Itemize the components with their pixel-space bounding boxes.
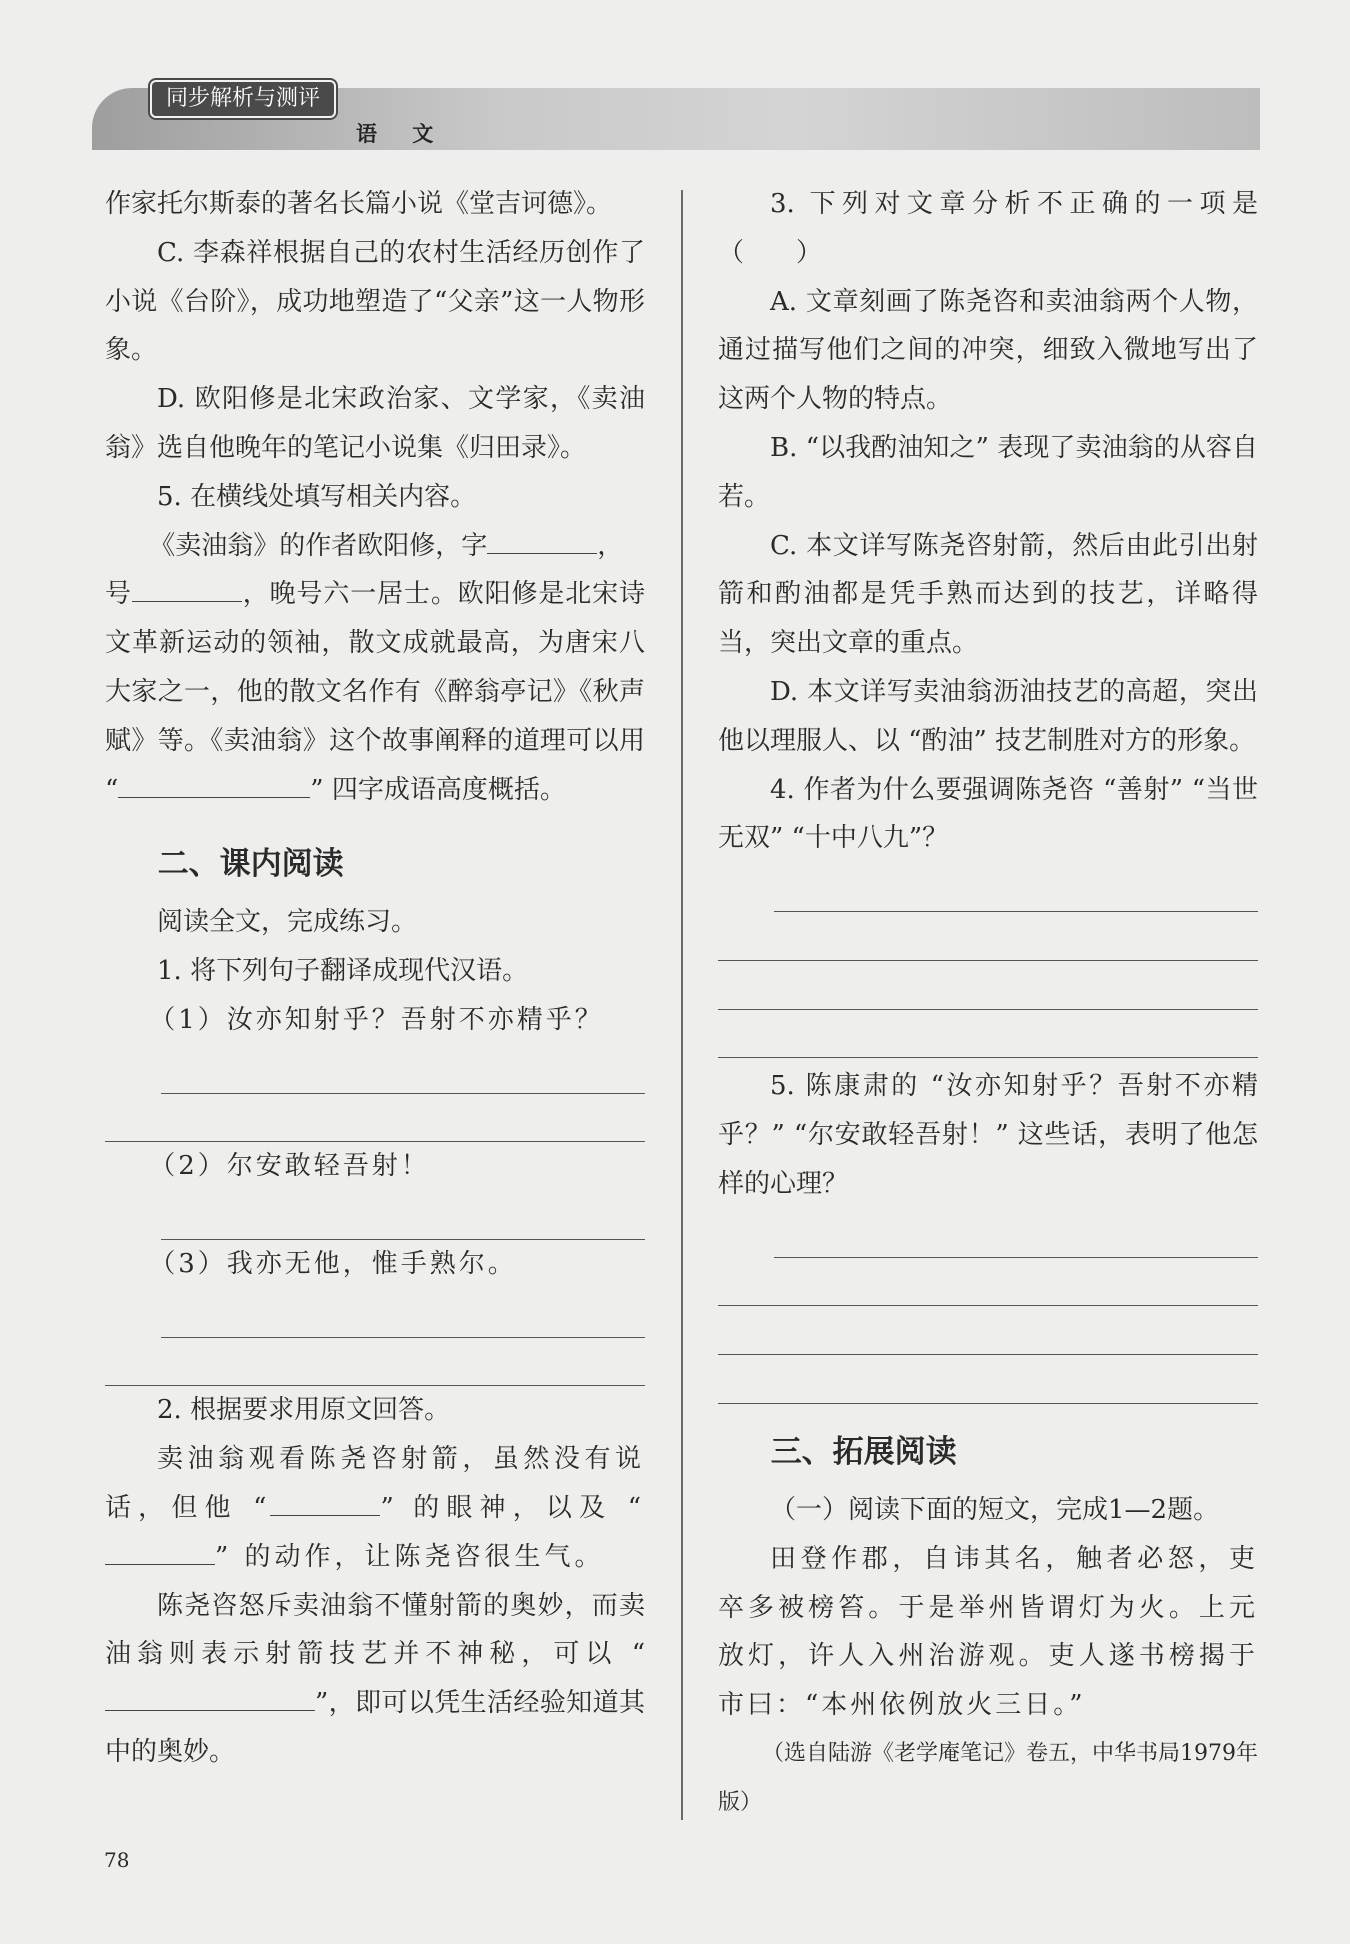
section-heading: 三、拓展阅读 <box>770 1433 957 1470</box>
option-c: C. 李森祥根据自己的农村生活经历创作了小说《台阶》，成功地塑造了“父亲”这一人物形象。 <box>105 237 645 366</box>
answer-line[interactable] <box>161 1045 645 1094</box>
reading-passage: 田登作郡，自讳其名，触者必怒，吏卒多被榜笞。于是举州皆谓灯为火。上元放灯，许人入州治游观。吏人遂书榜揭于市曰：“本州依例放火三日。” <box>718 1543 1258 1721</box>
section-heading: 二、课内阅读 <box>157 846 344 883</box>
question-2: 2. 根据要求用原文回答。 <box>157 1395 451 1426</box>
subject-label: 语 文 <box>356 122 448 146</box>
answer-line[interactable] <box>718 961 1258 1010</box>
question-1-1: （1）汝亦知射乎？吾射不亦精乎？ <box>149 1004 604 1035</box>
question-5: 5. 在横线处填写相关内容。 <box>157 481 477 512</box>
answer-line[interactable] <box>718 1258 1258 1307</box>
question-1-2: （2）尔安敢轻吾射！ <box>149 1151 430 1182</box>
answer-line[interactable] <box>718 1306 1258 1355</box>
passage-source: （选自陆游《老学庵笔记》卷五，中华书局1979年版） <box>718 1740 1258 1815</box>
answer-line[interactable] <box>105 1094 645 1143</box>
fill-blank[interactable] <box>105 1534 215 1565</box>
option-d: D. 本文详写卖油翁沥油技艺的高超，突出他以理服人、以 “酌油” 技艺制胜对方的形象。 <box>718 676 1258 756</box>
answer-line[interactable] <box>774 863 1258 912</box>
question-4: 4. 作者为什么要强调陈尧咨 “善射” “当世无双” “十中八九”？ <box>718 774 1258 854</box>
answer-line[interactable] <box>718 1355 1258 1404</box>
left-column <box>105 180 645 1777</box>
answer-line[interactable] <box>161 1289 645 1338</box>
page-number: 78 <box>104 1848 130 1872</box>
answer-line[interactable] <box>774 1209 1258 1258</box>
fill-blank[interactable] <box>487 523 597 554</box>
answer-line[interactable] <box>718 912 1258 961</box>
question-5-body: 《卖油翁》的作者欧阳修，字 ， 号 ，晚号六一居士。欧阳修是北宋诗文革新运动的领袖，散文成就最高，为唐宋八大家之一，他的散文名作有《醉翁亭记》《秋声赋》等。《卖油翁》这个故事阐释的道理可以用 “ ” 四字成语高度概括。 <box>105 522 645 815</box>
fill-blank[interactable] <box>118 767 310 798</box>
text-line: 作家托尔斯泰的著名长篇小说《堂吉诃德》。 <box>105 189 613 219</box>
question-5: 5. 陈康肃的 “汝亦知射乎？吾射不亦精乎？” “尔安敢轻吾射！” 这些话，表明了他怎样的心理？ <box>718 1071 1258 1199</box>
question-3: 3. 下列对文章分析不正确的一项是（ ） <box>718 189 1258 268</box>
series-title: 同步解析与测评 <box>150 80 336 118</box>
option-c: C. 本文详写陈尧咨射箭，然后由此引出射箭和酌油都是凭手熟而达到的技艺，详略得当，突出文章的重点。 <box>718 530 1258 659</box>
question-2-b: 陈尧咨怒斥卖油翁不懂射箭的奥妙，而卖油翁则表示射箭技艺并不神秘，可以 “”，即可以凭生活经验知道其中的奥妙。 <box>105 1590 645 1767</box>
column-divider <box>681 190 683 1820</box>
answer-line[interactable] <box>105 1338 645 1387</box>
option-b: B. “以我酌油知之” 表现了卖油翁的从容自若。 <box>718 432 1258 512</box>
instruction: 阅读全文，完成练习。 <box>157 907 418 938</box>
right-column <box>718 180 1258 1828</box>
question-1-3: （3）我亦无他，惟手熟尔。 <box>149 1248 517 1279</box>
answer-line[interactable] <box>718 1010 1258 1059</box>
answer-line[interactable] <box>161 1191 645 1240</box>
fill-blank[interactable] <box>270 1485 380 1516</box>
question-1: 1. 将下列句子翻译成现代汉语。 <box>157 956 529 987</box>
fill-blank[interactable] <box>132 571 242 602</box>
reading-instruction: （一）阅读下面的短文，完成1—2题。 <box>770 1494 1220 1525</box>
option-d: D. 欧阳修是北宋政治家、文学家，《卖油翁》选自他晚年的笔记小说集《归田录》。 <box>105 384 645 463</box>
question-2-a: 卖油翁观看陈尧咨射箭，虽然没有说话，但他 “ ” 的眼神，以及 “” 的动作，让陈尧咨很生气。 <box>105 1444 645 1572</box>
option-a: A. 文章刻画了陈尧咨和卖油翁两个人物，通过描写他们之间的冲突，细致入微地写出了这两个人物的特点。 <box>718 286 1258 415</box>
fill-blank[interactable] <box>105 1680 315 1711</box>
